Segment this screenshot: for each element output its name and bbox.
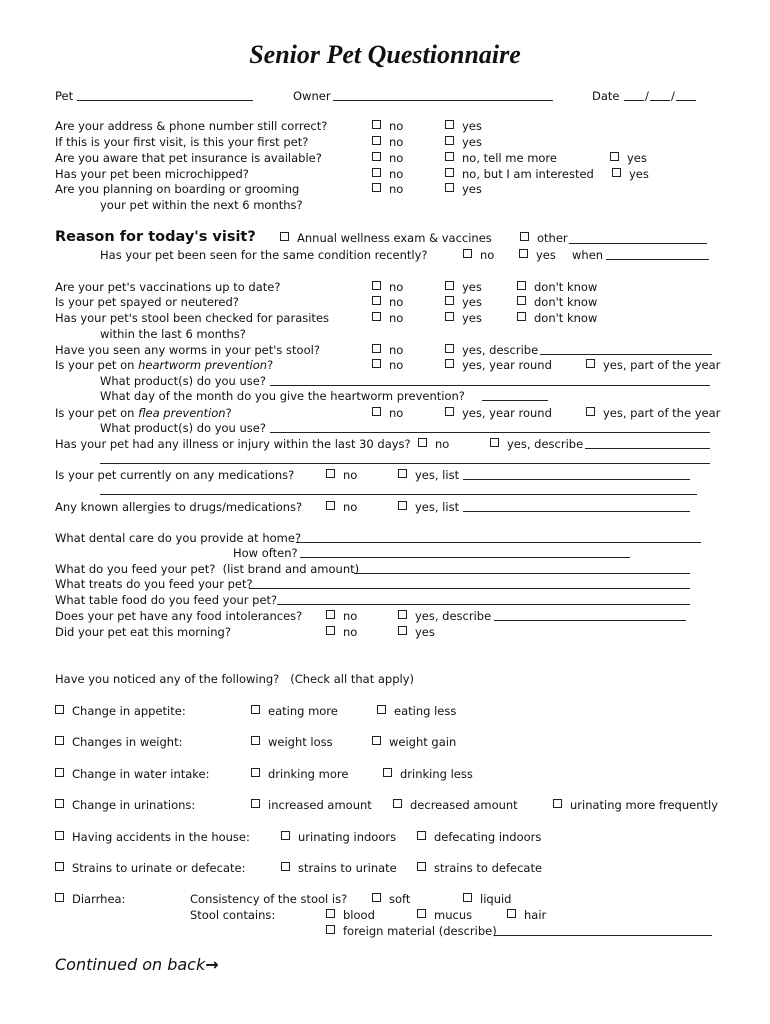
checkbox[interactable] <box>507 909 516 918</box>
question-eat-morning: Did your pet eat this morning? <box>55 625 231 639</box>
checkbox[interactable] <box>445 296 454 305</box>
checkbox[interactable] <box>326 925 335 934</box>
checkbox[interactable] <box>519 249 528 258</box>
weight-gain-option[interactable] <box>372 735 456 749</box>
continued-text: Continued on back <box>55 955 206 974</box>
checkbox[interactable] <box>326 501 335 510</box>
question-text: Is your pet on <box>55 406 139 420</box>
how-often-field[interactable] <box>300 557 630 558</box>
heartworm-year-round-option[interactable] <box>445 358 552 372</box>
spayed-no-option[interactable] <box>372 295 403 309</box>
option-label: yes, describe <box>415 609 492 623</box>
same-condition-yes-option[interactable] <box>519 248 556 262</box>
checkbox[interactable] <box>55 799 64 808</box>
heartworm-emphasis: heartworm prevention <box>138 358 268 372</box>
checkbox[interactable] <box>326 469 335 478</box>
eating-less-option[interactable] <box>377 704 456 718</box>
spayed-dont-know-option[interactable] <box>517 295 597 309</box>
option-label: no <box>389 295 404 309</box>
option-label: yes, describe <box>462 343 539 357</box>
other-reason-field[interactable] <box>569 243 707 244</box>
date-year-field[interactable] <box>676 100 696 101</box>
question-heartworm-day: What day of the month do you give the heartworm prevention? <box>100 389 465 403</box>
treats-field[interactable] <box>249 588 690 589</box>
checkbox[interactable] <box>372 120 381 129</box>
pet-label: Pet <box>55 89 74 103</box>
option-label: yes <box>462 280 482 294</box>
checkbox[interactable] <box>612 168 621 177</box>
question-first-visit: If this is your first visit, is this your first pet? <box>55 135 309 149</box>
date-month-field[interactable] <box>624 100 644 101</box>
option-label: don't know <box>534 295 598 309</box>
same-condition-no-option[interactable] <box>463 248 494 262</box>
increased-amount-option[interactable] <box>251 798 372 812</box>
option-label: no <box>480 248 495 262</box>
checkbox[interactable] <box>372 359 381 368</box>
weight-option[interactable] <box>55 735 182 749</box>
pet-field[interactable] <box>77 100 253 101</box>
spayed-yes-option[interactable] <box>445 295 482 309</box>
checkbox[interactable] <box>281 862 290 871</box>
flea-emphasis: flea prevention <box>138 406 226 420</box>
option-label: yes <box>462 119 482 133</box>
first-pet-no-option[interactable] <box>372 135 403 149</box>
question-allergies: Any known allergies to drugs/medications? <box>55 500 303 514</box>
option-label: Annual wellness exam & vaccines <box>297 231 492 245</box>
question-heartworm-product: What product(s) do you use? <box>100 374 266 388</box>
table-food-field[interactable] <box>277 604 690 605</box>
defecating-indoors-option[interactable] <box>417 830 541 844</box>
stool-dont-know-option[interactable] <box>517 311 597 325</box>
checkbox[interactable] <box>372 296 381 305</box>
checkbox[interactable] <box>372 344 381 353</box>
option-label: yes, year round <box>462 406 552 420</box>
water-option[interactable] <box>55 767 209 781</box>
illness-yes-option[interactable] <box>490 437 583 451</box>
microchip-no-option[interactable] <box>372 167 403 181</box>
option-label: yes, list <box>415 500 460 514</box>
question-same-condition: Has your pet been seen for the same condition recently? <box>100 248 428 262</box>
checkbox[interactable] <box>372 152 381 161</box>
option-label: mucus <box>434 908 473 922</box>
boarding-yes-option[interactable] <box>445 182 482 196</box>
mucus-option[interactable] <box>417 908 472 922</box>
allergies-yes-option[interactable] <box>398 500 459 514</box>
option-label: yes <box>462 295 482 309</box>
option-label: no <box>389 151 404 165</box>
owner-label: Owner <box>293 89 331 103</box>
flea-no-option[interactable] <box>372 406 403 420</box>
option-label: blood <box>343 908 375 922</box>
option-label: urinating indoors <box>298 830 397 844</box>
blood-option[interactable] <box>326 908 375 922</box>
owner-field[interactable] <box>333 100 553 101</box>
checkbox[interactable] <box>418 438 427 447</box>
symptoms-intro: Have you noticed any of the following? (Check all that apply) <box>55 672 414 686</box>
checkbox[interactable] <box>445 359 454 368</box>
checkbox[interactable] <box>280 232 289 241</box>
worms-describe-field[interactable] <box>540 354 712 355</box>
diarrhea-option[interactable] <box>55 892 125 906</box>
checkbox[interactable] <box>445 344 454 353</box>
insurance-yes-option[interactable] <box>610 151 647 165</box>
option-label: yes <box>629 167 649 181</box>
question-feed: What do you feed your pet? (list brand and amount) <box>55 562 360 576</box>
checkbox[interactable] <box>517 296 526 305</box>
option-label: yes <box>536 248 556 262</box>
date-label: Date <box>592 89 620 103</box>
option-label: Changes in weight: <box>72 735 183 749</box>
worms-no-option[interactable] <box>372 343 403 357</box>
option-label: eating less <box>394 704 457 718</box>
option-label: strains to urinate <box>298 861 397 875</box>
checkbox[interactable] <box>372 312 381 321</box>
option-label: yes, describe <box>507 437 584 451</box>
option-label: yes <box>415 625 435 639</box>
checkbox[interactable] <box>398 501 407 510</box>
option-label: yes, part of the year <box>603 406 721 420</box>
option-label: no <box>389 406 404 420</box>
vacc-no-option[interactable] <box>372 280 403 294</box>
checkbox[interactable] <box>398 610 407 619</box>
option-label: yes <box>462 182 482 196</box>
checkbox[interactable] <box>372 407 381 416</box>
checkbox[interactable] <box>445 183 454 192</box>
appetite-option[interactable] <box>55 704 186 718</box>
question-boarding: Are you planning on boarding or grooming <box>55 182 300 196</box>
question-worms: Have you seen any worms in your pet's stool? <box>55 343 320 357</box>
question-table-food: What table food do you feed your pet? <box>55 593 278 607</box>
eating-more-option[interactable] <box>251 704 338 718</box>
option-label: weight gain <box>389 735 457 749</box>
option-label: urinating more frequently <box>570 798 719 812</box>
checkbox[interactable] <box>326 626 335 635</box>
option-label: yes <box>627 151 647 165</box>
option-label: Having accidents in the house: <box>72 830 250 844</box>
option-label: drinking more <box>268 767 349 781</box>
question-consistency: Consistency of the stool is? <box>190 892 348 906</box>
illness-describe-field-2[interactable] <box>100 463 710 464</box>
option-label: Change in urinations: <box>72 798 196 812</box>
vacc-yes-option[interactable] <box>445 280 482 294</box>
heartworm-day-field[interactable] <box>482 400 548 401</box>
option-label: no <box>389 167 404 181</box>
checkbox[interactable] <box>372 893 381 902</box>
strains-defecate-option[interactable] <box>417 861 542 875</box>
strains-option[interactable] <box>55 861 245 875</box>
option-label: no <box>435 437 450 451</box>
option-label: other <box>537 231 568 245</box>
question-flea-product: What product(s) do you use? <box>100 421 266 435</box>
checkbox[interactable] <box>55 705 64 714</box>
checkbox[interactable] <box>445 136 454 145</box>
option-label: yes, year round <box>462 358 552 372</box>
question-insurance: Are you aware that pet insurance is available? <box>55 151 322 165</box>
checkbox[interactable] <box>445 168 454 177</box>
soft-option[interactable] <box>372 892 410 906</box>
date-day-field[interactable] <box>650 100 670 101</box>
checkbox[interactable] <box>417 862 426 871</box>
question-medications: Is your pet currently on any medications? <box>55 468 295 482</box>
option-label: no, tell me more <box>462 151 557 165</box>
address-yes-option[interactable] <box>445 119 482 133</box>
reason-heading: Reason for today's visit? <box>55 229 256 245</box>
checkbox[interactable] <box>372 736 381 745</box>
option-label: weight loss <box>268 735 333 749</box>
drinking-more-option[interactable] <box>251 767 348 781</box>
checkbox[interactable] <box>251 768 260 777</box>
option-label: yes <box>462 311 482 325</box>
stool-yes-option[interactable] <box>445 311 482 325</box>
urinating-indoors-option[interactable] <box>281 830 396 844</box>
feed-field[interactable] <box>354 573 690 574</box>
checkbox[interactable] <box>55 893 64 902</box>
heartworm-no-option[interactable] <box>372 358 403 372</box>
flea-product-field[interactable] <box>270 432 710 433</box>
microchip-interested-option[interactable] <box>445 167 594 181</box>
option-label: decreased amount <box>410 798 518 812</box>
medications-yes-option[interactable] <box>398 468 459 482</box>
checkbox[interactable] <box>372 281 381 290</box>
checkbox[interactable] <box>393 799 402 808</box>
checkbox[interactable] <box>445 407 454 416</box>
option-label: foreign material (describe) <box>343 924 497 938</box>
option-label: no <box>343 500 358 514</box>
microchip-yes-option[interactable] <box>612 167 649 181</box>
checkbox[interactable] <box>55 768 64 777</box>
checkbox[interactable] <box>372 136 381 145</box>
option-label: hair <box>524 908 547 922</box>
arrow-right-icon: → <box>205 955 219 974</box>
checkbox[interactable] <box>445 312 454 321</box>
checkbox[interactable] <box>55 736 64 745</box>
question-stool-checked-cont: within the last 6 months? <box>100 327 246 341</box>
option-label: increased amount <box>268 798 372 812</box>
checkbox[interactable] <box>586 407 595 416</box>
other-option[interactable] <box>520 231 568 245</box>
option-label: drinking less <box>400 767 473 781</box>
urinating-more-option[interactable] <box>553 798 718 812</box>
checkbox[interactable] <box>398 469 407 478</box>
checkbox[interactable] <box>326 610 335 619</box>
insurance-no-option[interactable] <box>372 151 403 165</box>
question-illness: Has your pet had any illness or injury within the last 30 days? <box>55 437 411 451</box>
option-label: Diarrhea: <box>72 892 126 906</box>
checkbox[interactable] <box>251 799 260 808</box>
boarding-no-option[interactable] <box>372 182 403 196</box>
option-label: strains to defecate <box>434 861 543 875</box>
option-label: defecating indoors <box>434 830 542 844</box>
option-label: no <box>389 280 404 294</box>
checkbox[interactable] <box>490 438 499 447</box>
checkbox[interactable] <box>417 909 426 918</box>
checkbox[interactable] <box>377 705 386 714</box>
option-label: Change in appetite: <box>72 704 186 718</box>
question-text: Is your pet on <box>55 358 139 372</box>
checkbox[interactable] <box>281 831 290 840</box>
question-spayed: Is your pet spayed or neutered? <box>55 295 239 309</box>
option-label: Change in water intake: <box>72 767 210 781</box>
stool-no-option[interactable] <box>372 311 403 325</box>
checkbox[interactable] <box>517 312 526 321</box>
checkbox[interactable] <box>251 705 260 714</box>
weight-loss-option[interactable] <box>251 735 333 749</box>
question-mark: ? <box>225 406 232 420</box>
checkbox[interactable] <box>372 183 381 192</box>
question-how-often: How often? <box>233 546 298 560</box>
option-label: yes, part of the year <box>603 358 721 372</box>
drinking-less-option[interactable] <box>383 767 473 781</box>
first-pet-yes-option[interactable] <box>445 135 482 149</box>
option-label: don't know <box>534 280 598 294</box>
allergies-no-option[interactable] <box>326 500 357 514</box>
allergies-list-field[interactable] <box>463 511 690 512</box>
checkbox[interactable] <box>520 232 529 241</box>
accidents-option[interactable] <box>55 830 250 844</box>
checkbox[interactable] <box>445 120 454 129</box>
checkbox[interactable] <box>55 862 64 871</box>
hair-option[interactable] <box>507 908 546 922</box>
checkbox[interactable] <box>610 152 619 161</box>
checkbox[interactable] <box>553 799 562 808</box>
option-label: no <box>389 358 404 372</box>
option-label: soft <box>389 892 411 906</box>
foreign-material-option[interactable] <box>326 924 497 938</box>
illness-no-option[interactable] <box>418 437 449 451</box>
question-address: Are your address & phone number still correct? <box>55 119 328 133</box>
address-no-option[interactable] <box>372 119 403 133</box>
flea-part-year-option[interactable] <box>586 406 720 420</box>
option-label: no <box>343 625 358 639</box>
checkbox[interactable] <box>326 909 335 918</box>
checkbox[interactable] <box>55 831 64 840</box>
decreased-amount-option[interactable] <box>393 798 518 812</box>
option-label: no <box>389 182 404 196</box>
option-label: no <box>343 609 358 623</box>
intolerance-yes-option[interactable] <box>398 609 491 623</box>
checkbox[interactable] <box>372 168 381 177</box>
option-label: no <box>389 135 404 149</box>
medications-no-option[interactable] <box>326 468 357 482</box>
dental-field[interactable] <box>296 542 701 543</box>
when-field[interactable] <box>606 259 709 260</box>
intolerance-describe-field[interactable] <box>494 620 686 621</box>
heartworm-part-year-option[interactable] <box>586 358 720 372</box>
checkbox[interactable] <box>251 736 260 745</box>
checkbox[interactable] <box>398 626 407 635</box>
heartworm-product-field[interactable] <box>270 385 710 386</box>
question-dental: What dental care do you provide at home? <box>55 531 302 545</box>
question-stool-checked: Has your pet's stool been checked for parasites <box>55 311 330 325</box>
strains-urinate-option[interactable] <box>281 861 397 875</box>
annual-exam-option[interactable] <box>280 231 492 245</box>
option-label: no <box>389 311 404 325</box>
question-microchip: Has your pet been microchipped? <box>55 167 249 181</box>
option-label: no, but I am interested <box>462 167 594 181</box>
option-label: yes, list <box>415 468 460 482</box>
question-mark: ? <box>267 358 274 372</box>
checkbox[interactable] <box>463 893 472 902</box>
eat-morning-no-option[interactable] <box>326 625 357 639</box>
medications-list-field[interactable] <box>463 479 690 480</box>
option-label: no <box>389 119 404 133</box>
question-stool-contains: Stool contains: <box>190 908 276 922</box>
date-separator: / <box>645 89 649 103</box>
option-label: Strains to urinate or defecate: <box>72 861 246 875</box>
insurance-tell-me-more-option[interactable] <box>445 151 557 165</box>
illness-describe-field[interactable] <box>585 448 710 449</box>
date-separator: / <box>671 89 675 103</box>
urinations-option[interactable] <box>55 798 195 812</box>
worms-yes-option[interactable] <box>445 343 538 357</box>
question-intolerances: Does your pet have any food intolerances? <box>55 609 303 623</box>
question-flea <box>55 406 232 420</box>
option-label: eating more <box>268 704 338 718</box>
vacc-dont-know-option[interactable] <box>517 280 597 294</box>
checkbox[interactable] <box>383 768 392 777</box>
checkbox[interactable] <box>586 359 595 368</box>
checkbox[interactable] <box>417 831 426 840</box>
question-vaccinations: Are your pet's vaccinations up to date? <box>55 280 281 294</box>
continued-on-back <box>55 956 219 974</box>
flea-year-round-option[interactable] <box>445 406 552 420</box>
checkbox[interactable] <box>463 249 472 258</box>
medications-list-field-2[interactable] <box>100 494 697 495</box>
checkbox[interactable] <box>445 152 454 161</box>
option-label: yes <box>462 135 482 149</box>
liquid-option[interactable] <box>463 892 511 906</box>
page-title: Senior Pet Questionnaire <box>249 40 521 69</box>
intolerance-no-option[interactable] <box>326 609 357 623</box>
question-heartworm <box>55 358 273 372</box>
question-boarding-cont: your pet within the next 6 months? <box>100 198 303 212</box>
foreign-material-field[interactable] <box>494 935 712 936</box>
option-label: no <box>389 343 404 357</box>
eat-morning-yes-option[interactable] <box>398 625 435 639</box>
question-treats: What treats do you feed your pet? <box>55 577 253 591</box>
checkbox[interactable] <box>445 281 454 290</box>
option-label: liquid <box>480 892 512 906</box>
checkbox[interactable] <box>517 281 526 290</box>
option-label: don't know <box>534 311 598 325</box>
option-label: no <box>343 468 358 482</box>
when-label: when <box>572 248 604 262</box>
